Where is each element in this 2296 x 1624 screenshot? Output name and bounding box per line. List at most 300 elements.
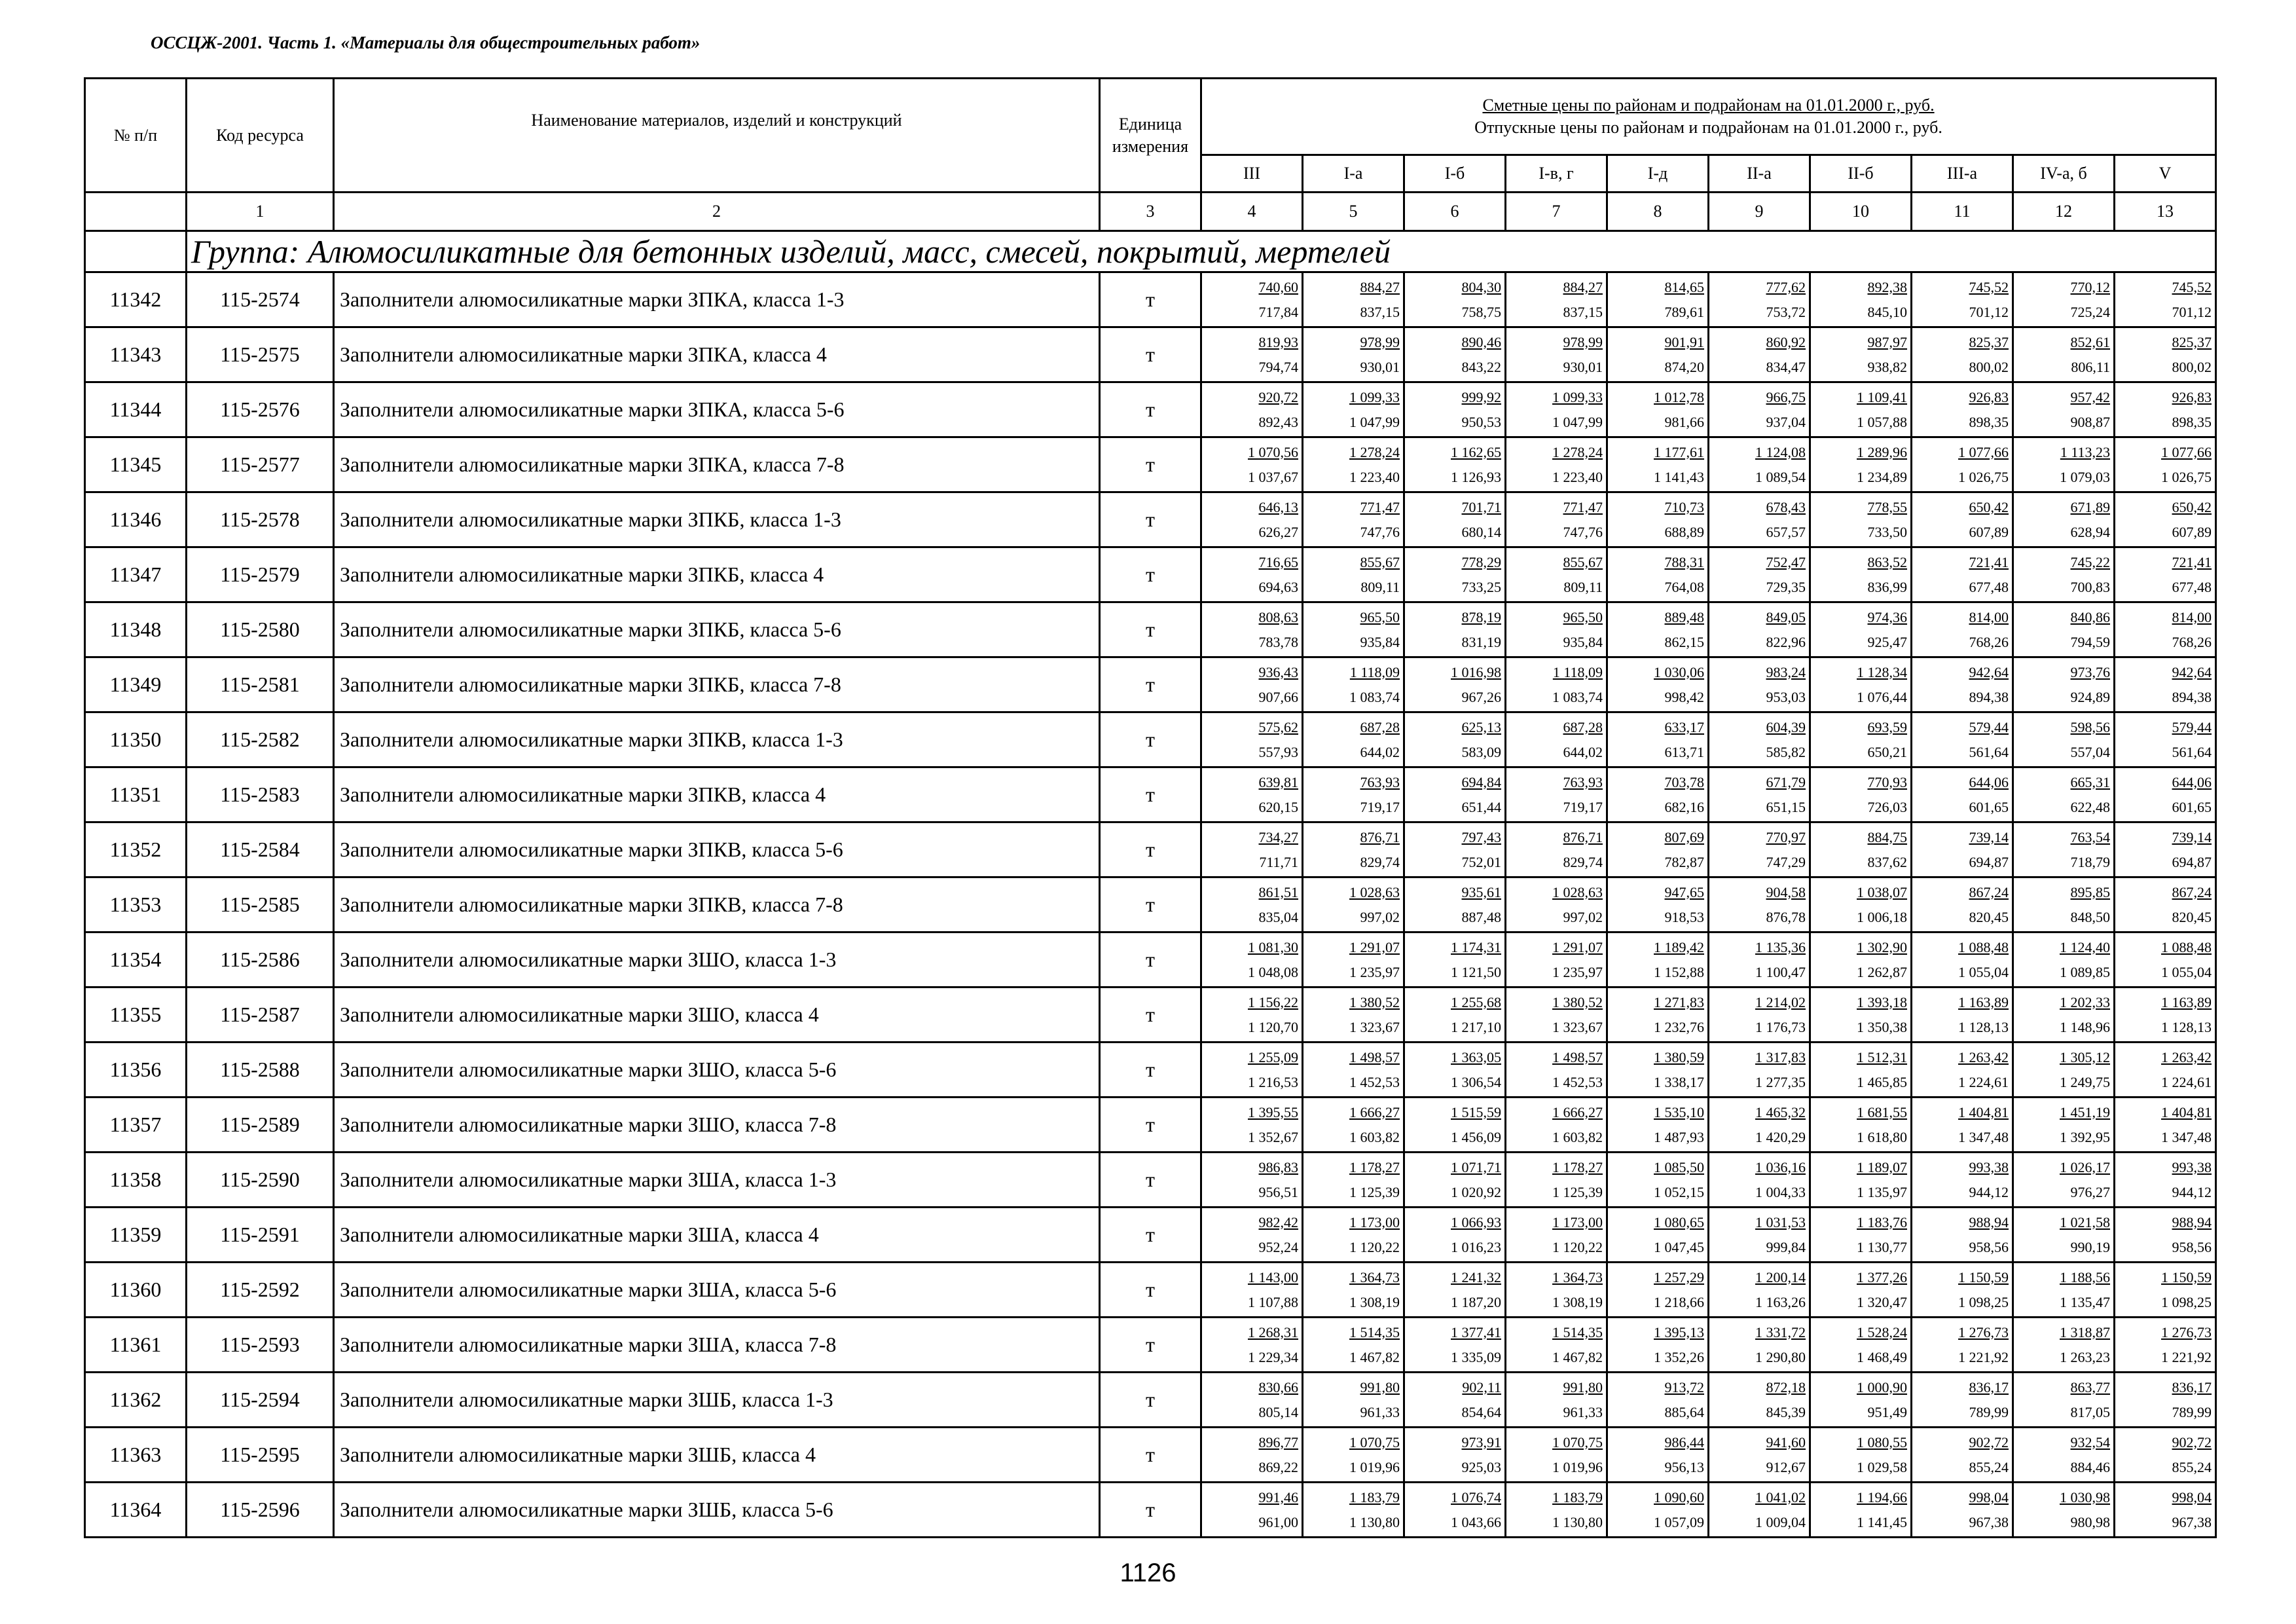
- estimate-price: 1 404,81: [1958, 1103, 2009, 1120]
- estimate-price: 986,83: [1258, 1158, 1298, 1175]
- price-cell: [1709, 1483, 1810, 1538]
- estimate-price: 884,27: [1360, 278, 1400, 295]
- price-cell: [1607, 712, 1709, 767]
- district-header: II-а: [1709, 155, 1810, 193]
- release-price: 835,04: [1258, 908, 1298, 925]
- estimate-price: 1 088,48: [1958, 938, 2009, 955]
- price-cell: [2115, 822, 2216, 877]
- release-price: 729,35: [1766, 578, 1806, 595]
- price-cell: [2115, 327, 2216, 382]
- price-cell: [1709, 767, 1810, 822]
- estimate-price: 797,43: [1461, 828, 1501, 845]
- row-id: 11357: [85, 1098, 187, 1153]
- estimate-price: 1 012,78: [1654, 388, 1704, 405]
- unit: т: [1100, 327, 1201, 382]
- release-price: 711,71: [1259, 853, 1298, 870]
- release-price: 719,17: [1563, 798, 1603, 815]
- estimate-price: 1 150,59: [2161, 1268, 2212, 1285]
- price-cell: [2013, 1208, 2115, 1263]
- price-cell: [1506, 382, 1607, 437]
- estimate-price: 1 124,40: [2060, 938, 2110, 955]
- release-price: 1 335,09: [1451, 1348, 1501, 1365]
- estimate-price: 1 183,79: [1552, 1488, 1603, 1505]
- price-cell: [1201, 1428, 1303, 1483]
- estimate-price: 926,83: [2172, 388, 2212, 405]
- price-cell: [1810, 767, 1912, 822]
- estimate-price: 1 028,63: [1552, 883, 1603, 900]
- price-cell: [1506, 712, 1607, 767]
- price-cell: [1810, 877, 1912, 932]
- unit: т: [1100, 767, 1201, 822]
- release-price: 855,24: [2172, 1458, 2212, 1475]
- price-cell: [1709, 272, 1810, 327]
- unit: т: [1100, 1208, 1201, 1263]
- release-price: 1 130,80: [1349, 1513, 1400, 1530]
- price-cell: [1201, 712, 1303, 767]
- release-price: 1 465,85: [1857, 1073, 1907, 1090]
- release-price: 651,15: [1766, 798, 1806, 815]
- release-price: 557,93: [1258, 743, 1298, 760]
- price-cell: [1404, 822, 1506, 877]
- estimate-price: 1 364,73: [1552, 1268, 1603, 1285]
- price-cell: [1810, 987, 1912, 1043]
- price-cell: [1303, 1428, 1404, 1483]
- release-price: 794,74: [1258, 358, 1298, 375]
- price-cell: [1912, 437, 2013, 492]
- price-cell: [1607, 1428, 1709, 1483]
- estimate-price: 825,37: [2172, 333, 2212, 350]
- estimate-price: 1 016,98: [1451, 663, 1501, 680]
- release-price: 1 120,22: [1552, 1238, 1603, 1255]
- price-cell: [1709, 1428, 1810, 1483]
- price-cell: [1303, 1208, 1404, 1263]
- material-name: Заполнители алюмосиликатные марки ЗПКВ, класса 1-3: [334, 712, 1100, 767]
- column-number: 1: [187, 193, 334, 231]
- unit: т: [1100, 1043, 1201, 1098]
- release-price: 894,38: [2172, 688, 2212, 705]
- price-cell: [1810, 822, 1912, 877]
- estimate-price: 982,42: [1258, 1213, 1298, 1230]
- estimate-price: 807,69: [1664, 828, 1704, 845]
- release-price: 585,82: [1766, 743, 1806, 760]
- price-cell: [1404, 1318, 1506, 1373]
- estimate-price: 740,60: [1258, 278, 1298, 295]
- unit: т: [1100, 822, 1201, 877]
- table-row: [85, 272, 2216, 327]
- estimate-price: 1 076,74: [1451, 1488, 1501, 1505]
- release-price: 1 456,09: [1451, 1128, 1501, 1145]
- resource-code: 115-2584: [187, 822, 334, 877]
- row-id: 11349: [85, 657, 187, 712]
- column-number: 7: [1506, 193, 1607, 231]
- release-price: 956,13: [1664, 1458, 1704, 1475]
- estimate-price: 814,00: [2172, 608, 2212, 625]
- col-header-code: Код ресурса: [187, 79, 334, 193]
- release-price: 918,53: [1664, 908, 1704, 925]
- estimate-price: 1 066,93: [1451, 1213, 1501, 1230]
- price-cell: [2013, 1098, 2115, 1153]
- estimate-price: 1 163,89: [1958, 993, 2009, 1010]
- estimate-price: 579,44: [1969, 718, 2009, 735]
- release-price: 1 148,96: [2060, 1018, 2110, 1035]
- release-price: 981,66: [1664, 413, 1704, 430]
- estimate-price: 878,19: [1461, 608, 1501, 625]
- price-cell: [1607, 877, 1709, 932]
- price-cell: [2115, 712, 2216, 767]
- material-name: Заполнители алюмосиликатные марки ЗПКБ, класса 4: [334, 547, 1100, 602]
- column-number: 3: [1100, 193, 1201, 231]
- price-cell: [1303, 382, 1404, 437]
- release-price: 1 176,73: [1755, 1018, 1806, 1035]
- release-price: 1 217,10: [1451, 1018, 1501, 1035]
- table-row: [85, 602, 2216, 657]
- material-name: Заполнители алюмосиликатные марки ЗПКБ, класса 5-6: [334, 602, 1100, 657]
- estimate-price: 978,99: [1563, 333, 1603, 350]
- release-price: 789,99: [1969, 1403, 2009, 1420]
- material-name: Заполнители алюмосиликатные марки ЗШО, класса 7-8: [334, 1098, 1100, 1153]
- resource-code: 115-2590: [187, 1153, 334, 1208]
- material-name: Заполнители алюмосиликатные марки ЗПКА, класса 1-3: [334, 272, 1100, 327]
- price-cell: [1709, 492, 1810, 547]
- row-id: 11343: [85, 327, 187, 382]
- price-cell: [1912, 932, 2013, 987]
- estimate-price: 1 363,05: [1451, 1048, 1501, 1065]
- row-id: 11344: [85, 382, 187, 437]
- price-cell: [1303, 1043, 1404, 1098]
- price-cell: [2013, 1428, 2115, 1483]
- release-price: 1 603,82: [1349, 1128, 1400, 1145]
- release-price: 607,89: [2172, 523, 2212, 540]
- price-cell: [1201, 382, 1303, 437]
- estimate-price: 1 318,87: [2060, 1323, 2110, 1340]
- price-cell: [1303, 657, 1404, 712]
- price-cell: [1607, 492, 1709, 547]
- price-cell: [1912, 1098, 2013, 1153]
- release-price: 1 026,75: [2161, 468, 2212, 485]
- price-cell: [1912, 877, 2013, 932]
- release-price: 925,47: [1867, 633, 1907, 650]
- price-cell: [1404, 987, 1506, 1043]
- price-cell: [1506, 1208, 1607, 1263]
- estimate-price: 1 000,90: [1857, 1378, 1907, 1395]
- price-cell: [1810, 437, 1912, 492]
- price-cell: [1607, 382, 1709, 437]
- estimate-price: 644,06: [2172, 773, 2212, 790]
- estimate-price: 1 178,27: [1552, 1158, 1603, 1175]
- price-cell: [1810, 932, 1912, 987]
- release-price: 644,02: [1563, 743, 1603, 760]
- price-cell: [1810, 1263, 1912, 1318]
- estimate-price: 991,46: [1258, 1488, 1298, 1505]
- price-cell: [1912, 1208, 2013, 1263]
- release-price: 884,46: [2070, 1458, 2110, 1475]
- release-price: 958,56: [2172, 1238, 2212, 1255]
- material-name: Заполнители алюмосиликатные марки ЗША, класса 1-3: [334, 1153, 1100, 1208]
- col-header-id: № п/п: [85, 79, 187, 193]
- price-cell: [1709, 1208, 1810, 1263]
- release-price: 768,26: [1969, 633, 2009, 650]
- release-price: 1 235,97: [1552, 963, 1603, 980]
- release-price: 809,11: [1563, 578, 1603, 595]
- price-cell: [1607, 1318, 1709, 1373]
- release-price: 626,27: [1258, 523, 1298, 540]
- unit: т: [1100, 657, 1201, 712]
- estimate-price: 991,80: [1563, 1378, 1603, 1395]
- resource-code: 115-2580: [187, 602, 334, 657]
- estimate-price: 988,94: [2172, 1213, 2212, 1230]
- release-price: 998,42: [1664, 688, 1704, 705]
- price-cell: [1506, 1373, 1607, 1428]
- release-price: 1 098,25: [1958, 1293, 2009, 1310]
- estimate-price: 863,52: [1867, 553, 1907, 570]
- price-cell: [1201, 547, 1303, 602]
- estimate-price: 678,43: [1766, 498, 1806, 515]
- estimate-price: 973,91: [1461, 1433, 1501, 1450]
- release-price: 967,38: [2172, 1513, 2212, 1530]
- release-price: 1 019,96: [1349, 1458, 1400, 1475]
- release-price: 958,56: [1969, 1238, 2009, 1255]
- table-row: [85, 1208, 2216, 1263]
- estimate-price: 1 263,42: [1958, 1048, 2009, 1065]
- estimate-price: 1 289,96: [1857, 443, 1907, 460]
- release-price: 930,01: [1563, 358, 1603, 375]
- estimate-price: 1 174,31: [1451, 938, 1501, 955]
- estimate-price: 1 255,68: [1451, 993, 1501, 1010]
- row-id: 11363: [85, 1428, 187, 1483]
- estimate-price: 1 085,50: [1654, 1158, 1704, 1175]
- estimate-price: 1 031,53: [1755, 1213, 1806, 1230]
- price-cell: [2115, 492, 2216, 547]
- price-cell: [2013, 1263, 2115, 1318]
- estimate-price: 1 535,10: [1654, 1103, 1704, 1120]
- price-cell: [1912, 1043, 2013, 1098]
- price-cell: [2115, 1373, 2216, 1428]
- unit: т: [1100, 1318, 1201, 1373]
- price-cell: [1912, 1483, 2013, 1538]
- release-price: 1 083,74: [1552, 688, 1603, 705]
- release-price: 783,78: [1258, 633, 1298, 650]
- estimate-price: 639,81: [1258, 773, 1298, 790]
- release-price: 1 232,76: [1654, 1018, 1704, 1035]
- estimate-price: 1 498,57: [1349, 1048, 1400, 1065]
- release-price: 935,84: [1360, 633, 1400, 650]
- estimate-price: 1 257,29: [1654, 1268, 1704, 1285]
- estimate-price: 1 080,55: [1857, 1433, 1907, 1450]
- unit: т: [1100, 382, 1201, 437]
- price-cell: [1404, 767, 1506, 822]
- estimate-price: 1 263,42: [2161, 1048, 2212, 1065]
- table-row: [85, 1373, 2216, 1428]
- row-id: 11342: [85, 272, 187, 327]
- estimate-price: 1 026,17: [2060, 1158, 2110, 1175]
- resource-code: 115-2574: [187, 272, 334, 327]
- estimate-price: 1 099,33: [1349, 388, 1400, 405]
- release-price: 1 055,04: [1958, 963, 2009, 980]
- column-number: 2: [334, 193, 1100, 231]
- price-cell: [1810, 1098, 1912, 1153]
- estimate-price: 1 514,35: [1552, 1323, 1603, 1340]
- price-cell: [1506, 327, 1607, 382]
- release-price: 733,25: [1461, 578, 1501, 595]
- unit: т: [1100, 712, 1201, 767]
- estimate-price: 991,80: [1360, 1378, 1400, 1395]
- price-cell: [1506, 877, 1607, 932]
- estimate-price: 867,24: [2172, 883, 2212, 900]
- estimate-price: 1 173,00: [1349, 1213, 1400, 1230]
- price-cell: [1810, 382, 1912, 437]
- price-cell: [1709, 1098, 1810, 1153]
- release-price: 822,96: [1766, 633, 1806, 650]
- release-price: 1 224,61: [1958, 1073, 2009, 1090]
- release-price: 956,51: [1258, 1183, 1298, 1200]
- estimate-price: 978,99: [1360, 333, 1400, 350]
- price-cell: [1201, 1208, 1303, 1263]
- release-price: 1 223,40: [1552, 468, 1603, 485]
- estimate-price: 1 278,24: [1349, 443, 1400, 460]
- release-price: 725,24: [2070, 303, 2110, 320]
- estimate-price: 1 090,60: [1654, 1488, 1704, 1505]
- resource-code: 115-2582: [187, 712, 334, 767]
- release-price: 651,44: [1461, 798, 1501, 815]
- release-price: 1 107,88: [1248, 1293, 1298, 1310]
- price-cell: [1810, 1153, 1912, 1208]
- release-price: 820,45: [2172, 908, 2212, 925]
- estimate-price: 788,31: [1664, 553, 1704, 570]
- price-cell: [1201, 767, 1303, 822]
- price-cell: [1912, 327, 2013, 382]
- price-cell: [1709, 1043, 1810, 1098]
- estimate-price: 1 041,02: [1755, 1488, 1806, 1505]
- estimate-price: 1 241,32: [1451, 1268, 1501, 1285]
- release-price: 717,84: [1258, 303, 1298, 320]
- estimate-price: 646,13: [1258, 498, 1298, 515]
- release-price: 747,76: [1563, 523, 1603, 540]
- release-price: 837,15: [1360, 303, 1400, 320]
- release-price: 1 009,04: [1755, 1513, 1806, 1530]
- release-price: 1 221,92: [1958, 1348, 2009, 1365]
- release-price: 768,26: [2172, 633, 2212, 650]
- estimate-price: 703,78: [1664, 773, 1704, 790]
- release-price: 1 126,93: [1451, 468, 1501, 485]
- estimate-price: 778,55: [1867, 498, 1907, 515]
- release-price: 1 026,75: [1958, 468, 2009, 485]
- estimate-price: 808,63: [1258, 608, 1298, 625]
- price-cell: [1201, 327, 1303, 382]
- price-cell: [1506, 437, 1607, 492]
- row-id: 11346: [85, 492, 187, 547]
- price-cell: [1810, 602, 1912, 657]
- price-cell: [1709, 437, 1810, 492]
- price-cell: [1912, 657, 2013, 712]
- price-cell: [1607, 932, 1709, 987]
- estimate-price: 983,24: [1766, 663, 1806, 680]
- estimate-price: 988,94: [1969, 1213, 2009, 1230]
- estimate-price: 1 395,13: [1654, 1323, 1704, 1340]
- column-number: 8: [1607, 193, 1709, 231]
- district-header: I-а: [1303, 155, 1404, 193]
- release-price: 1 216,53: [1248, 1073, 1298, 1090]
- price-cell: [1607, 987, 1709, 1043]
- release-price: 1 290,80: [1755, 1348, 1806, 1365]
- estimate-price: 687,28: [1563, 718, 1603, 735]
- release-price: 809,11: [1360, 578, 1400, 595]
- price-cell: [1303, 1098, 1404, 1153]
- estimate-price: 1 666,27: [1552, 1103, 1603, 1120]
- estimate-price: 763,54: [2070, 828, 2110, 845]
- release-price: 601,65: [2172, 798, 2212, 815]
- price-cell: [2013, 382, 2115, 437]
- release-price: 961,33: [1563, 1403, 1603, 1420]
- estimate-price: 1 395,55: [1248, 1103, 1298, 1120]
- price-cell: [1607, 1483, 1709, 1538]
- price-cell: [2013, 437, 2115, 492]
- price-cell: [1303, 1483, 1404, 1538]
- estimate-price: 863,77: [2070, 1378, 2110, 1395]
- price-cell: [1303, 767, 1404, 822]
- column-number: 5: [1303, 193, 1404, 231]
- release-price: 1 487,93: [1654, 1128, 1704, 1145]
- table-row: [85, 712, 2216, 767]
- price-header: [1201, 79, 2216, 155]
- price-cell: [1810, 327, 1912, 382]
- row-id: 11348: [85, 602, 187, 657]
- estimate-price: 770,93: [1867, 773, 1907, 790]
- estimate-price: 941,60: [1766, 1433, 1806, 1450]
- release-price: 1 029,58: [1857, 1458, 1907, 1475]
- release-price: 657,57: [1766, 523, 1806, 540]
- estimate-price: 1 109,41: [1857, 388, 1907, 405]
- release-price: 1 452,53: [1552, 1073, 1603, 1090]
- release-price: 733,50: [1867, 523, 1907, 540]
- release-price: 1 467,82: [1552, 1348, 1603, 1365]
- resource-code: 115-2596: [187, 1483, 334, 1538]
- release-price: 1 452,53: [1349, 1073, 1400, 1090]
- release-price: 694,87: [2172, 853, 2212, 870]
- estimate-price: 1 317,83: [1755, 1048, 1806, 1065]
- price-cell: [2013, 272, 2115, 327]
- price-cell: [1912, 602, 2013, 657]
- price-cell: [1709, 602, 1810, 657]
- release-price: 1 125,39: [1552, 1183, 1603, 1200]
- release-price: 912,67: [1766, 1458, 1806, 1475]
- price-cell: [1303, 822, 1404, 877]
- estimate-price: 819,93: [1258, 333, 1298, 350]
- release-price: 898,35: [1969, 413, 2009, 430]
- price-cell: [1506, 1153, 1607, 1208]
- release-price: 862,15: [1664, 633, 1704, 650]
- price-cell: [1506, 932, 1607, 987]
- price-cell: [2013, 1318, 2115, 1373]
- release-price: 1 347,48: [1958, 1128, 2009, 1145]
- price-cell: [1912, 1153, 2013, 1208]
- release-price: 967,38: [1969, 1513, 2009, 1530]
- estimate-price: 701,71: [1461, 498, 1501, 515]
- price-cell: [1607, 657, 1709, 712]
- estimate-price: 965,50: [1360, 608, 1400, 625]
- estimate-price: 752,47: [1766, 553, 1806, 570]
- price-cell: [1201, 1263, 1303, 1318]
- release-price: 980,98: [2070, 1513, 2110, 1530]
- price-cell: [1709, 327, 1810, 382]
- release-price: 976,27: [2070, 1183, 2110, 1200]
- release-price: 628,94: [2070, 523, 2110, 540]
- release-price: 782,87: [1664, 853, 1704, 870]
- release-price: 1 128,13: [2161, 1018, 2212, 1035]
- release-price: 682,16: [1664, 798, 1704, 815]
- release-price: 938,82: [1867, 358, 1907, 375]
- estimate-price: 840,86: [2070, 608, 2110, 625]
- unit: т: [1100, 877, 1201, 932]
